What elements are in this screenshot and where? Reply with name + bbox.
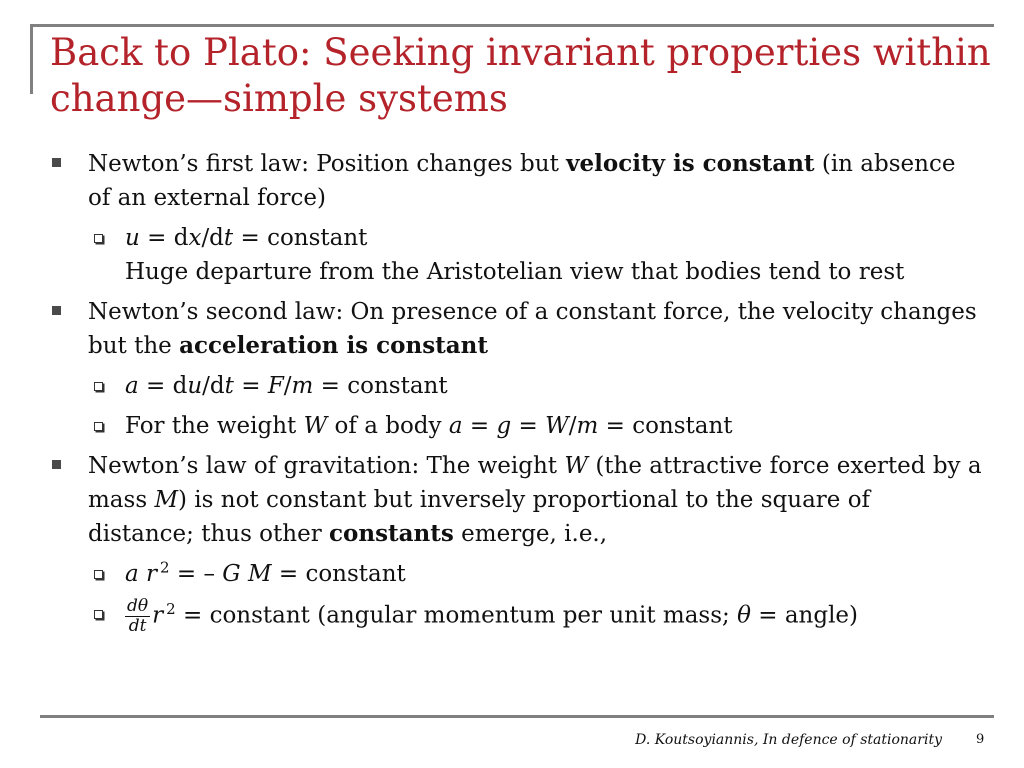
hollow-square-bullet-icon: [94, 570, 103, 579]
fraction-dtheta-dt: $\frac{d\theta}{dt}$: [127, 596, 149, 636]
bullet-newton-first-law: Newton’s first law: Position changes but velocity is constant (in absence of an external force): [52, 147, 982, 215]
slide-title: Back to Plato: Seeking invariant properties within change—simple systems: [50, 31, 991, 120]
slide-content: [52, 147, 982, 642]
footer-author: D. Koutsoyiannis, In defence of stationarity: [635, 732, 942, 748]
subbullet-weight-equation: For the weight W of a body a = g = W/m = constant: [52, 409, 982, 443]
aristotelian-note: Huge departure from the Aristotelian view that bodies tend to rest: [125, 259, 905, 285]
header-rule: [30, 24, 994, 27]
subbullet-angular-momentum: $\frac{d\theta}{dt}$ r $^2$ = constant (angular momentum per unit mass; θ = angle): [52, 597, 982, 636]
page-number: 9: [976, 732, 985, 747]
bold-text: constants: [329, 520, 454, 547]
subbullet-gravity-constant: a r $^2$ = – G M = constant: [52, 557, 982, 591]
bullet-newton-gravitation: Newton’s law of gravitation: The weight W (the attractive force exerted by a mass M) is not constant but inversely proportional to the square of distance; thus other constants emerge, i.e.,: [52, 449, 982, 551]
hollow-square-bullet-icon: [94, 382, 103, 391]
square-bullet-icon: [52, 460, 61, 469]
footer-rule: [40, 715, 994, 718]
subbullet-acceleration-equation: a = du/dt = F/m = constant: [52, 369, 982, 403]
bold-text: acceleration is constant: [179, 332, 489, 359]
hollow-square-bullet-icon: [94, 610, 103, 619]
hollow-square-bullet-icon: [94, 422, 103, 431]
subbullet-velocity-equation: u = dx/dt = constant Huge departure from the Aristotelian view that bodies tend to rest: [52, 221, 982, 289]
square-bullet-icon: [52, 306, 61, 315]
header-side-rule: [30, 24, 33, 94]
square-bullet-icon: [52, 158, 61, 167]
bold-text: velocity is constant: [566, 150, 815, 177]
hollow-square-bullet-icon: [94, 234, 103, 243]
bullet-newton-second-law: Newton’s second law: On presence of a constant force, the velocity changes but the acceleration is constant: [52, 295, 982, 363]
